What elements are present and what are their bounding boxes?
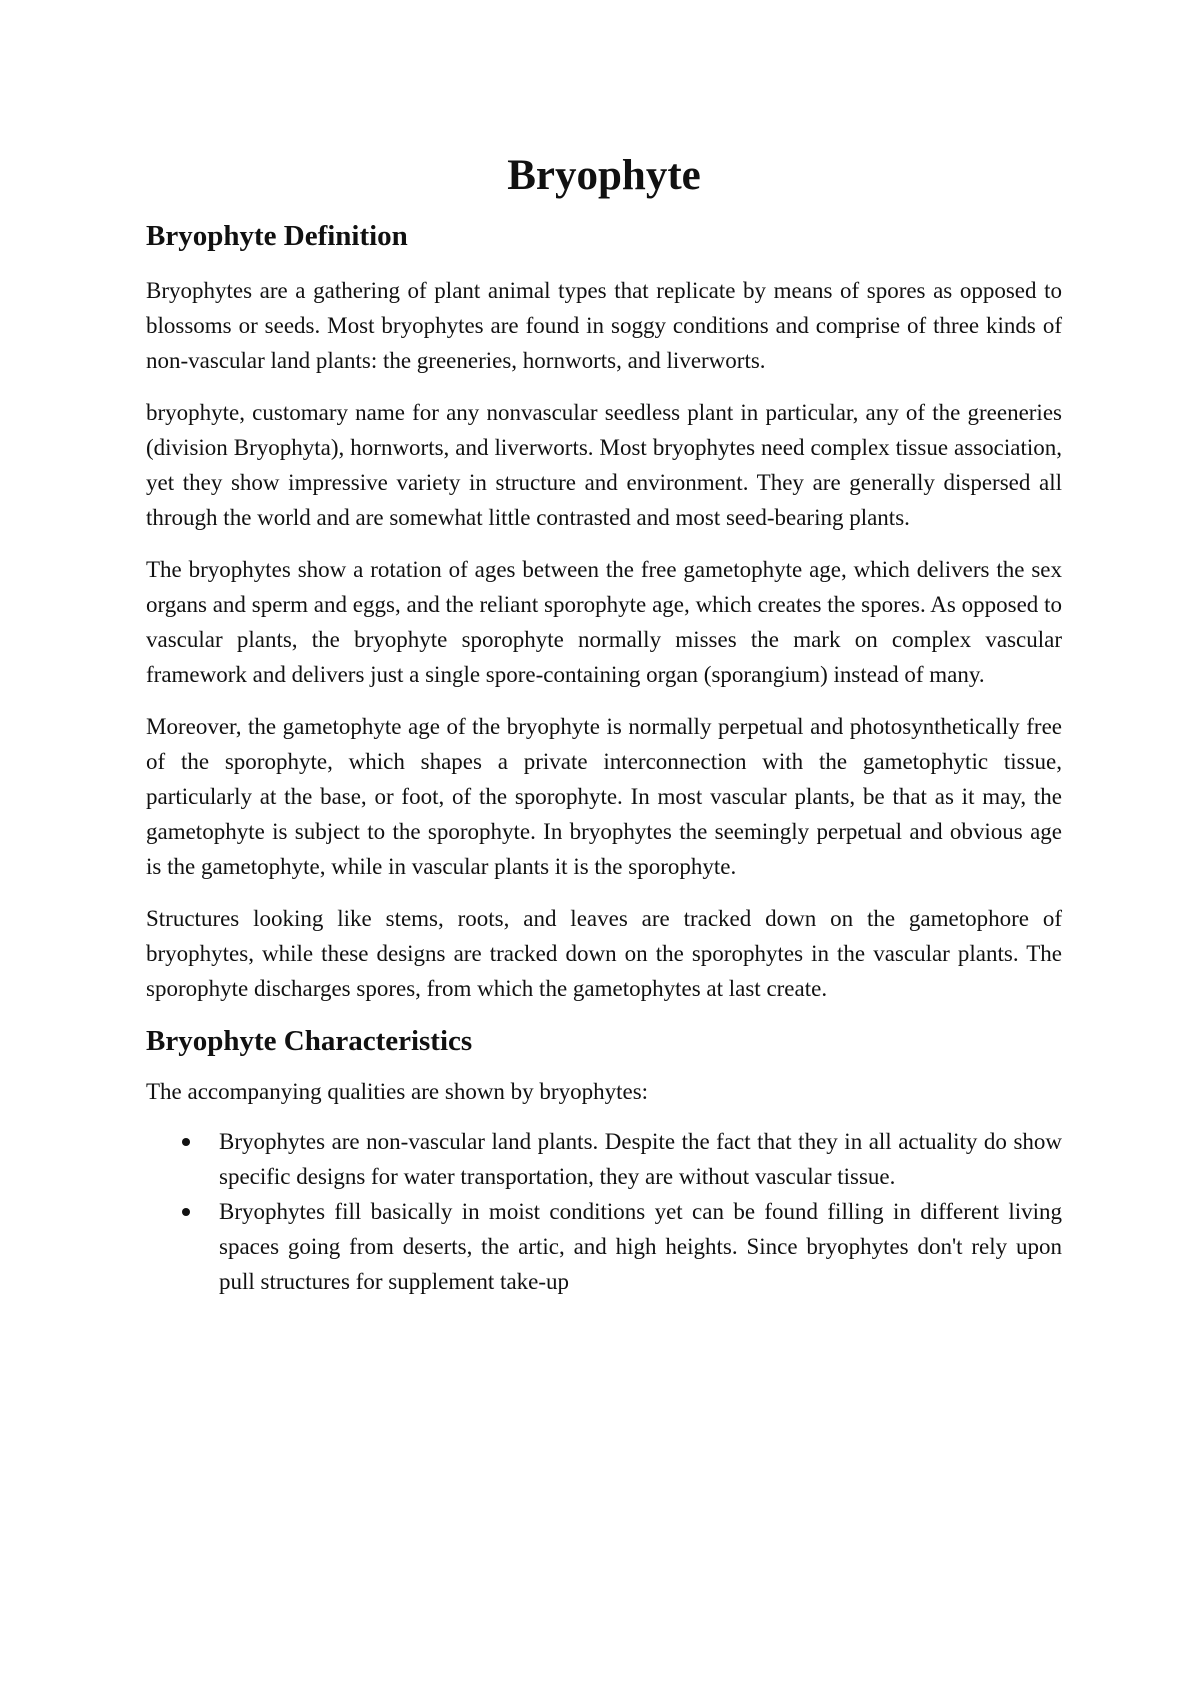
document-content bbox=[146, 150, 1062, 1299]
section-heading-characteristics: Bryophyte Characteristics bbox=[146, 1025, 473, 1057]
bullet-icon bbox=[182, 1208, 190, 1216]
section-heading-definition: Bryophyte Definition bbox=[146, 220, 408, 252]
definition-paragraph-4: Moreover, the gametophyte age of the bryophyte is normally perpetual and photosynthetically free of the sporophyte, which shapes a private interconnection with the gametophytic tissue, particularly at the base, or foot, of the sporophyte. In most vascular plants, be that as it may, the gametophyte is subject to the sporophyte. In bryophytes the seemingly perpetual and obvious age is the gametophyte, while in vascular plants it is the sporophyte. bbox=[146, 714, 1062, 879]
list-item-text: Bryophytes fill basically in moist conditions yet can be found filling in different living spaces going from deserts, the artic, and high heights. Since bryophytes don't rely upon pull structures for supplement take-up bbox=[219, 1199, 1062, 1294]
document-title: Bryophyte bbox=[507, 152, 701, 199]
list-item bbox=[146, 1194, 1062, 1299]
definition-paragraph-2: bryophyte, customary name for any nonvascular seedless plant in particular, any of the greeneries (division Bryophyta), hornworts, and liverworts. Most bryophytes need complex tissue association, yet they show impressive variety in structure and environment. They are generally dispersed all through the world and are somewhat little contrasted and most seed-bearing plants. bbox=[146, 400, 1062, 530]
characteristics-intro: The accompanying qualities are shown by bryophytes: bbox=[146, 1079, 649, 1104]
list-item-text: Bryophytes are non-vascular land plants. Despite the fact that they in all actuality do show specific designs for water transportation, they are without vascular tissue. bbox=[219, 1129, 1062, 1189]
characteristics-list bbox=[146, 1124, 1062, 1299]
definition-paragraph-5: Structures looking like stems, roots, and leaves are tracked down on the gametophore of bryophytes, while these designs are tracked down on the sporophytes in the vascular plants. The sporophyte discharges spores, from which the gametophytes at last create. bbox=[146, 906, 1062, 1001]
definition-paragraph-1: Bryophytes are a gathering of plant animal types that replicate by means of spores as opposed to blossoms or seeds. Most bryophytes are found in soggy conditions and comprise of three kinds of non-vascular land plants: the greeneries, hornworts, and liverworts. bbox=[146, 278, 1062, 373]
bullet-icon bbox=[182, 1138, 190, 1146]
list-item bbox=[146, 1124, 1062, 1194]
definition-paragraph-3: The bryophytes show a rotation of ages between the free gametophyte age, which delivers the sex organs and sperm and eggs, and the reliant sporophyte age, which creates the spores. As opposed to vascular plants, the bryophyte sporophyte normally misses the mark on complex vascular framework and delivers just a single spore-containing organ (sporangium) instead of many. bbox=[146, 557, 1062, 687]
